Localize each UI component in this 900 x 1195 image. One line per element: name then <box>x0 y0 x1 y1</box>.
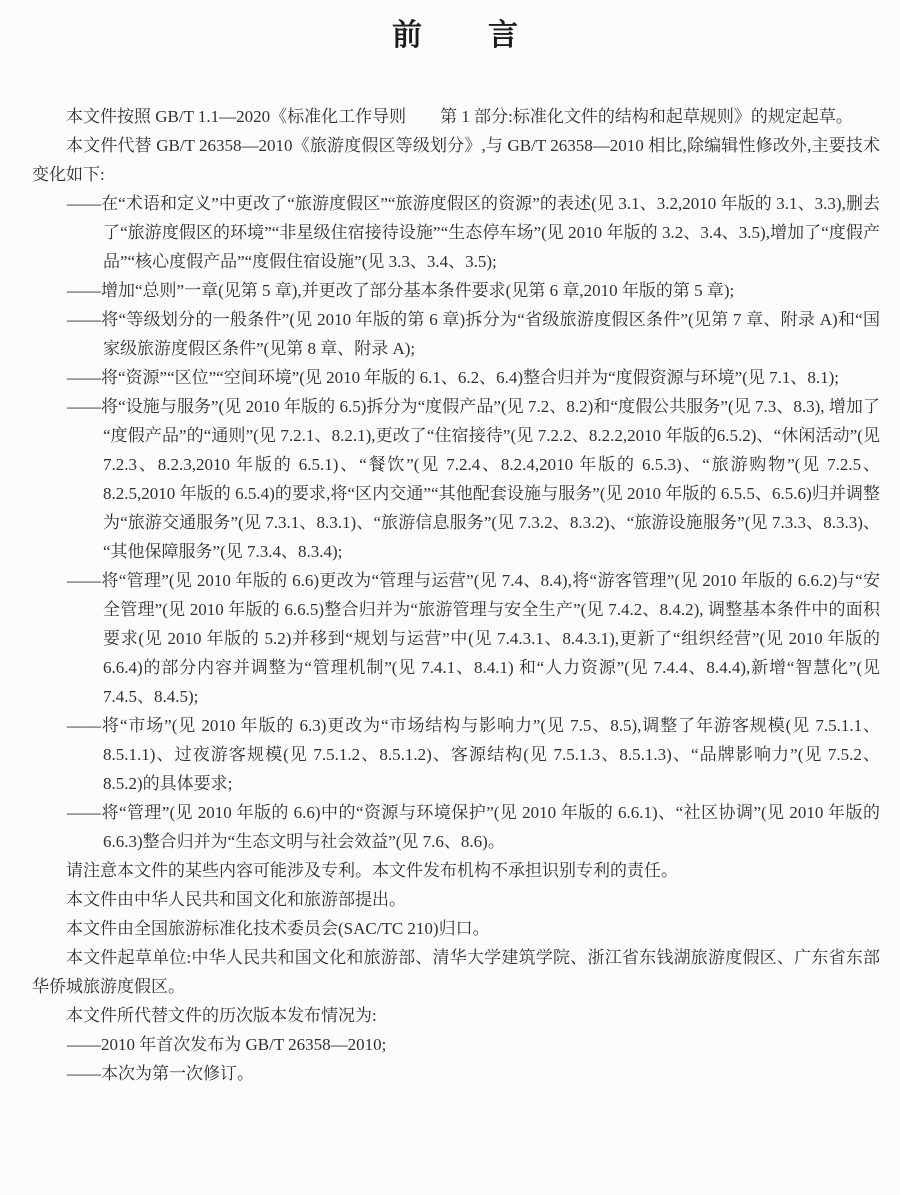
revision-history-item: ——本次为第一次修订。 <box>67 1064 254 1083</box>
paragraph: 本文件所代替文件的历次版本发布情况为: <box>66 1006 377 1025</box>
change-list-item: ——将“管理”(见 2010 年版的 6.6)更改为“管理与运营”(见 7.4、8.4),将“游客管理”(见 2010 年版的 6.6.2)与“安全管理”(见 2010 年版的 6.6.5)整合归并为“旅游管理与安全生产”(见 7.4.2、8.4.2), 调整基本条件中的面积要求(见 2010 年版的 5.2)并移到“规划与运营”中(见 7.4.3.1、8.4.3.1),更新了“组织经营”(见 2010 年版的 6.6.4)的部分内容并调整为“管理机制”(见 7.4.1、8.4.1) 和“人力资源”(见 7.4.4、8.4.4),新增“智慧化”(见 7.4.5、8.4.5); <box>67 571 880 706</box>
change-list-item: ——增加“总则”一章(见第 5 章),并更改了部分基本条件要求(见第 6 章,2010 年版的第 5 章); <box>67 281 735 300</box>
change-list-item: ——将“市场”(见 2010 年版的 6.3)更改为“市场结构与影响力”(见 7.5、8.5),调整了年游客规模(见 7.5.1.1、8.5.1.1)、过夜游客规模(见 7.5.1.2、8.5.1.2)、客源结构(见 7.5.1.3、8.5.1.3)、“品牌影响力”(见 7.5.2、8.5.2)的具体要求; <box>67 716 880 793</box>
change-list-item: ——将“管理”(见 2010 年版的 6.6)中的“资源与环境保护”(见 2010 年版的 6.6.1)、“社区协调”(见 2010 年版的 6.6.3)整合归并为“生态文明与社会效益”(见 7.6、8.6)。 <box>67 803 880 851</box>
change-list-item: ——将“等级划分的一般条件”(见 2010 年版的第 6 章)拆分为“省级旅游度假区条件”(见第 7 章、附录 A)和“国家级旅游度假区条件”(见第 8 章、附录 A); <box>67 310 880 358</box>
paragraph: 本文件代替 GB/T 26358—2010《旅游度假区等级划分》,与 GB/T 26358—2010 相比,除编辑性修改外,主要技术变化如下: <box>32 136 880 184</box>
paragraph: 本文件由全国旅游标准化技术委员会(SAC/TC 210)归口。 <box>66 919 490 938</box>
change-list-item: ——在“术语和定义”中更改了“旅游度假区”“旅游度假区的资源”的表述(见 3.1、3.2,2010 年版的 3.1、3.3),删去了“旅游度假区的环境”“非星级住宿接待设施”“生态停车场”(见 2010 年版的 3.2、3.4、3.5),增加了“度假产品”“核心度假产品”“度假住宿设施”(见 3.3、3.4、3.5); <box>67 194 880 271</box>
change-list-item: ——将“资源”“区位”“空间环境”(见 2010 年版的 6.1、6.2、6.4)整合归并为“度假资源与环境”(见 7.1、8.1); <box>67 368 839 387</box>
paragraph: 请注意本文件的某些内容可能涉及专利。本文件发布机构不承担识别专利的责任。 <box>66 861 678 880</box>
paragraph: 本文件由中华人民共和国文化和旅游部提出。 <box>66 890 406 909</box>
page-title: 前 言 <box>392 19 520 52</box>
paragraph: 本文件按照 GB/T 1.1—2020《标准化工作导则 第 1 部分:标准化文件的结构和起草规则》的规定起草。 <box>66 107 853 126</box>
revision-history-item: ——2010 年首次发布为 GB/T 26358—2010; <box>67 1035 387 1054</box>
change-list-item: ——将“设施与服务”(见 2010 年版的 6.5)拆分为“度假产品”(见 7.2、8.2)和“度假公共服务”(见 7.3、8.3), 增加了“度假产品”的“通则”(见 7.2.1、8.2.1),更改了“住宿接待”(见 7.2.2、8.2.2,2010 年版的6.5.2)、“休闲活动”(见 7.2.3、8.2.3,2010 年版的 6.5.1)、“餐饮”(见 7.2.4、8.2.4,2010 年版的 6.5.3)、“旅游购物”(见 7.2.5、8.2.5,2010 年版的 6.5.4)的要求,将“区内交通”“其他配套设施与服务”(见 2010 年版的 6.5.5、6.5.6)归并调整为“旅游交通服务”(见 7.3.1、8.3.1)、“旅游信息服务”(见 7.3.2、8.3.2)、“旅游设施服务”(见 7.3.3、8.3.3)、“其他保障服务”(见 7.3.4、8.3.4); <box>67 397 880 561</box>
paragraph: 本文件起草单位:中华人民共和国文化和旅游部、清华大学建筑学院、浙江省东钱湖旅游度假区、广东省东部华侨城旅游度假区。 <box>32 948 880 996</box>
document-body <box>32 102 880 1088</box>
